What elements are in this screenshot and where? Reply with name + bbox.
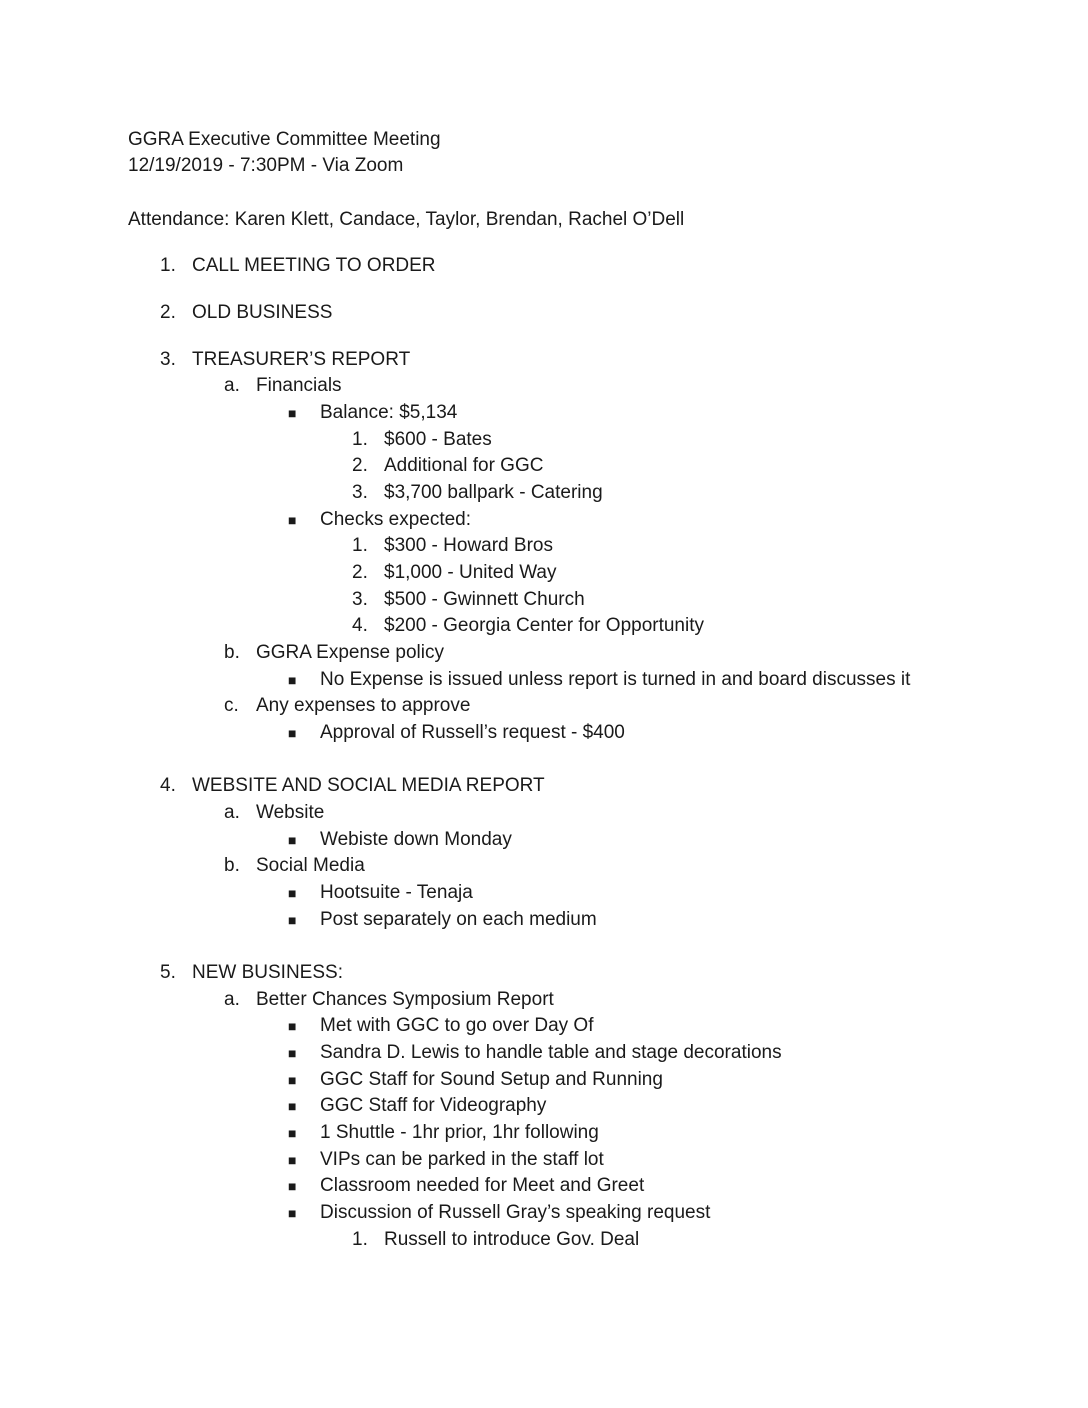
sub-item-symposium-report: Better Chances Symposium Report [256,989,554,1010]
bullet-icon: ■ [288,1205,297,1221]
bullet-post-separately: Post separately on each medium [320,909,597,930]
bullet-icon: ■ [288,885,297,901]
sub-number: 2. [352,455,368,476]
sub-number: 2. [352,562,368,583]
balance-line-bates: $600 - Bates [384,429,492,450]
bullet-icon: ■ [288,832,297,848]
check-united-way: $1,000 - United Way [384,562,557,583]
agenda-item-website-social: WEBSITE AND SOCIAL MEDIA REPORT [192,775,545,796]
sub-item-website: Website [256,802,325,823]
bullet-icon: ■ [288,1098,297,1114]
item-number: 4. [160,775,176,796]
attendance: Attendance: Karen Klett, Candace, Taylor, Brendan, Rachel O’Dell [128,209,685,230]
sub-letter: b. [224,642,240,663]
sub-letter: b. [224,855,240,876]
sub-number: 3. [352,482,368,503]
agenda-item-new-business: NEW BUSINESS: [192,962,343,983]
sub-letter: a. [224,989,240,1010]
agenda-item-old-business: OLD BUSINESS [192,302,333,323]
sub-letter: c. [224,695,239,716]
bullet-icon: ■ [288,405,297,421]
sub-item-social-media: Social Media [256,855,365,876]
item-number: 3. [160,349,176,370]
bullet-russell-speaking: Discussion of Russell Gray’s speaking request [320,1202,711,1223]
check-howard-bros: $300 - Howard Bros [384,535,553,556]
bullet-icon: ■ [288,912,297,928]
bullet-vip-parking: VIPs can be parked in the staff lot [320,1149,604,1170]
bullet-website-down: Webiste down Monday [320,829,512,850]
bullet-icon: ■ [288,1125,297,1141]
bullet-icon: ■ [288,1045,297,1061]
bullet-expense-rule: No Expense is issued unless report is turned in and board discusses it [320,669,911,690]
meeting-datetime: 12/19/2019 - 7:30PM - Via Zoom [128,155,404,176]
sub-item-expense-policy: GGRA Expense policy [256,642,444,663]
bullet-icon: ■ [288,1018,297,1034]
sub-letter: a. [224,802,240,823]
sub-number: 4. [352,615,368,636]
check-georgia-center: $200 - Georgia Center for Opportunity [384,615,705,636]
bullet-russell-request: Approval of Russell’s request - $400 [320,722,625,743]
bullet-met-ggc: Met with GGC to go over Day Of [320,1015,594,1036]
russell-introduce-gov-deal: Russell to introduce Gov. Deal [384,1229,640,1250]
bullet-classroom: Classroom needed for Meet and Greet [320,1175,645,1196]
bullet-videography: GGC Staff for Videography [320,1095,547,1116]
bullet-shuttle: 1 Shuttle - 1hr prior, 1hr following [320,1122,599,1143]
bullet-sound-setup: GGC Staff for Sound Setup and Running [320,1069,663,1090]
check-gwinnett-church: $500 - Gwinnett Church [384,589,585,610]
bullet-checks-expected: Checks expected: [320,509,472,530]
sub-number: 3. [352,589,368,610]
bullet-icon: ■ [288,1072,297,1088]
bullet-hootsuite: Hootsuite - Tenaja [320,882,473,903]
balance-line-ggc: Additional for GGC [384,455,544,476]
sub-item-financials: Financials [256,375,342,396]
sub-item-expenses-to-approve: Any expenses to approve [256,695,471,716]
bullet-icon: ■ [288,1178,297,1194]
balance-line-catering: $3,700 ballpark - Catering [384,482,603,503]
sub-number: 1. [352,429,368,450]
sub-letter: a. [224,375,240,396]
bullet-icon: ■ [288,512,297,528]
bullet-icon: ■ [288,672,297,688]
item-number: 1. [160,255,176,276]
bullet-icon: ■ [288,725,297,741]
agenda-item-treasurers-report: TREASURER’S REPORT [192,349,411,370]
bullet-sandra-lewis: Sandra D. Lewis to handle table and stage decorations [320,1042,782,1063]
item-number: 5. [160,962,176,983]
meeting-title: GGRA Executive Committee Meeting [128,129,441,150]
item-number: 2. [160,302,176,323]
sub-number: 1. [352,1229,368,1250]
agenda-item-call-to-order: CALL MEETING TO ORDER [192,255,436,276]
bullet-icon: ■ [288,1152,297,1168]
bullet-balance: Balance: $5,134 [320,402,458,423]
sub-number: 1. [352,535,368,556]
